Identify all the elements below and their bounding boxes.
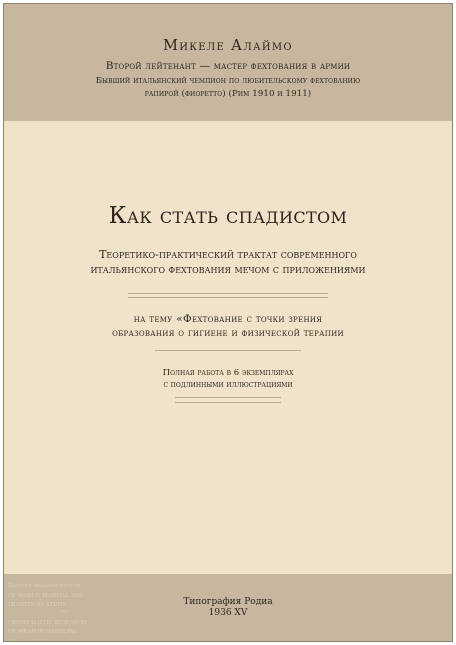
logo-line-5: criminalistic research	[8, 616, 87, 626]
divider-rule	[128, 293, 328, 294]
publication-year: 1936 XV	[208, 608, 248, 618]
subtitle-line-2: итальянского фехтования мечом с приложениями	[90, 263, 366, 276]
book-cover	[3, 3, 453, 642]
book-theme	[4, 312, 452, 340]
theme-line-2: образования о гигиене и физической терапии	[112, 327, 344, 339]
edition-note	[4, 367, 452, 391]
imprint	[4, 597, 452, 619]
cover-main	[4, 121, 452, 574]
divider-rule	[128, 297, 328, 298]
logo-line-3: traditions study	[8, 598, 67, 608]
achievement-line-1: Бывший итальянский чемпион по любительскому фехтованию	[95, 76, 361, 86]
logo-line-6: of weapon handling	[8, 625, 78, 635]
logo-line-4: and	[59, 609, 69, 615]
divider-rule	[155, 350, 301, 351]
theme-line-1: на тему «Фехтование с точки зрения	[133, 313, 323, 325]
author-achievements	[4, 75, 452, 101]
edition-line-1: Полная работа в 6 экземплярах	[162, 368, 294, 378]
printer-name: Типография Родиа	[183, 597, 273, 607]
divider-rule	[175, 402, 281, 403]
achievement-line-2: рапирой (фиоретто) (Рим 1910 и 1911)	[144, 89, 312, 99]
subtitle-line-1: Теоретико-практический трактат современного	[99, 248, 357, 261]
book-title: Как стать спадистом	[108, 203, 348, 229]
author-name: Микеле Алаймо	[163, 38, 293, 54]
edition-line-2: с подлинными иллюстрациями	[163, 380, 293, 390]
footer-band	[4, 574, 452, 642]
book-subtitle	[4, 247, 452, 277]
header-band	[4, 4, 452, 121]
author-rank: Второй лейтенант — мастер фехтования в армии	[105, 60, 351, 72]
divider-rule	[175, 397, 281, 398]
logo-line-2: of world martial art	[8, 589, 84, 599]
logo-line-1: Scientific research institute	[8, 582, 82, 589]
